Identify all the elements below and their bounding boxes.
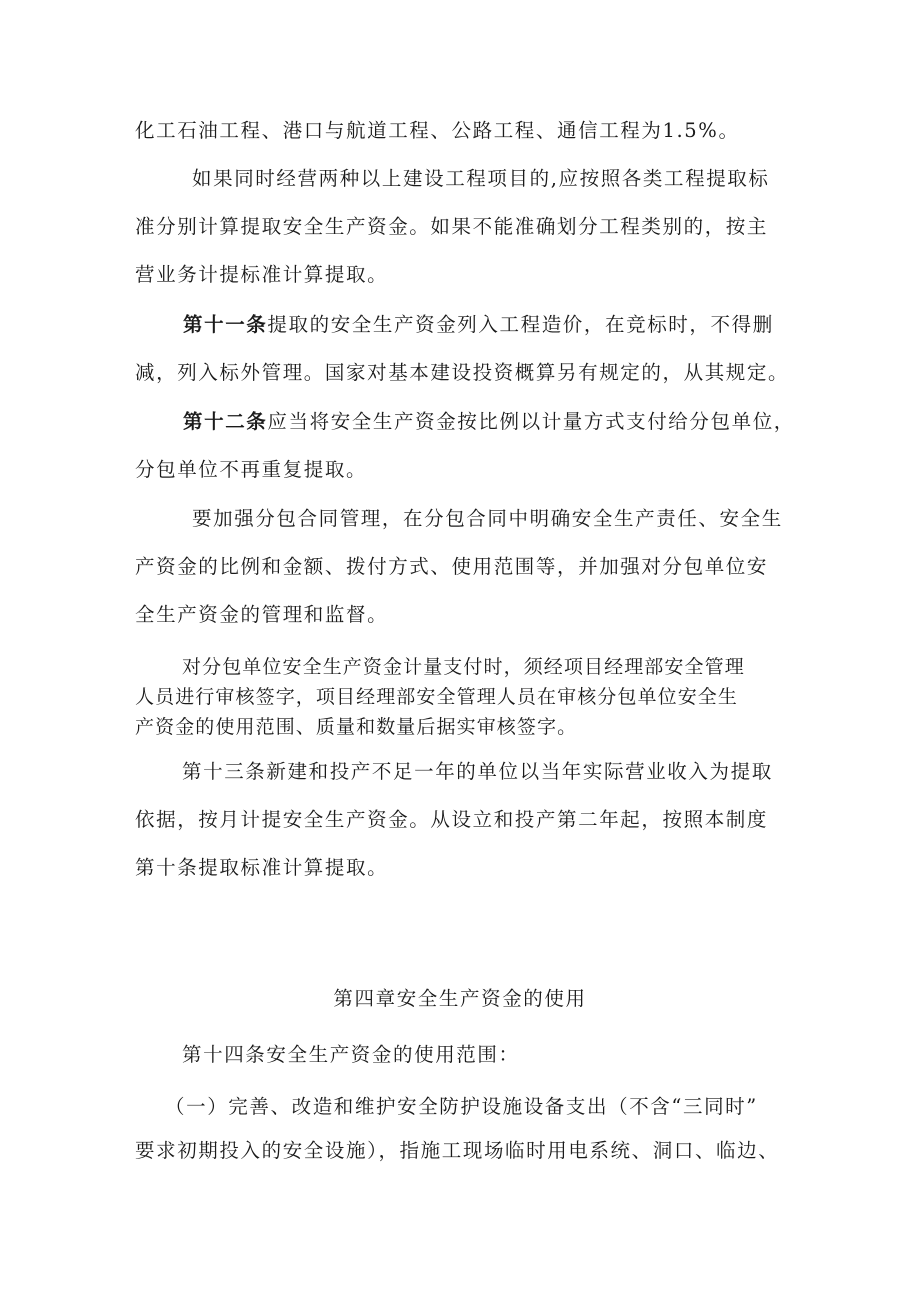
article-11-line [183, 311, 793, 339]
paragraph-line: 要加强分包合同管理，在分包合同中明确安全生产责任、安全生 [192, 507, 783, 530]
paragraph-line: 准分别计算提取安全生产资金。如果不能准确划分工程类别的，按主 [135, 215, 769, 238]
paragraph-line: 如果同时经营两种以上建设工程项目的,应按照各类工程提取标 [192, 167, 770, 190]
paragraph-line: 营业务计提标准计算提取。 [135, 263, 389, 286]
article-12-line [183, 408, 793, 436]
paragraph-line: （一）完善、改造和维护安全防护设施设备支出（不含“三同时” [165, 1095, 758, 1118]
chapter-heading: 第四章安全生产资金的使用 [333, 987, 587, 1010]
article-11-label: 第十一条 [183, 313, 268, 336]
paragraph-line: 产资金的比例和金额、拨付方式、使用范围等，并加强对分包单位安 [135, 555, 769, 578]
article-12-text: 应当将安全生产资金按比例以计量方式支付给分包单位， [267, 410, 795, 433]
paragraph-line: 产资金的使用范围、质量和数量后据实审核签字。 [135, 716, 578, 738]
paragraph-line: 要求初期投入的安全设施），指施工现场临时用电系统、洞口、临边、 [135, 1139, 780, 1162]
paragraph-line: 第十四条安全生产资金的使用范围： [182, 1043, 520, 1066]
paragraph-line: 第十三条新建和投产不足一年的单位以当年实际营业收入为提取 [182, 760, 773, 783]
paragraph-line: 分包单位不再重复提取。 [135, 458, 368, 481]
paragraph-line: 对分包单位安全生产资金计量支付时，须经项目经理部安全管理 [182, 656, 745, 678]
paragraph-line: 减，列入标外管理。国家对基本建设投资概算另有规定的，从其规定。 [135, 361, 790, 384]
paragraph-line: 依据，按月计提安全生产资金。从设立和投产第二年起，按照本制度 [135, 808, 769, 831]
paragraph-line: 第十条提取标准计算提取。 [135, 856, 389, 879]
paragraph-line: 人员进行审核签字，项目经理部安全管理人员在审核分包单位安全生 [135, 686, 739, 708]
paragraph-line: 全生产资金的管理和监督。 [135, 603, 389, 626]
article-12-label: 第十二条 [183, 410, 268, 433]
article-11-text: 提取的安全生产资金列入工程造价，在竞标时，不得删 [267, 313, 774, 336]
paragraph-line: 化工石油工程、港口与航道工程、公路工程、通信工程为1.5%。 [135, 119, 740, 142]
